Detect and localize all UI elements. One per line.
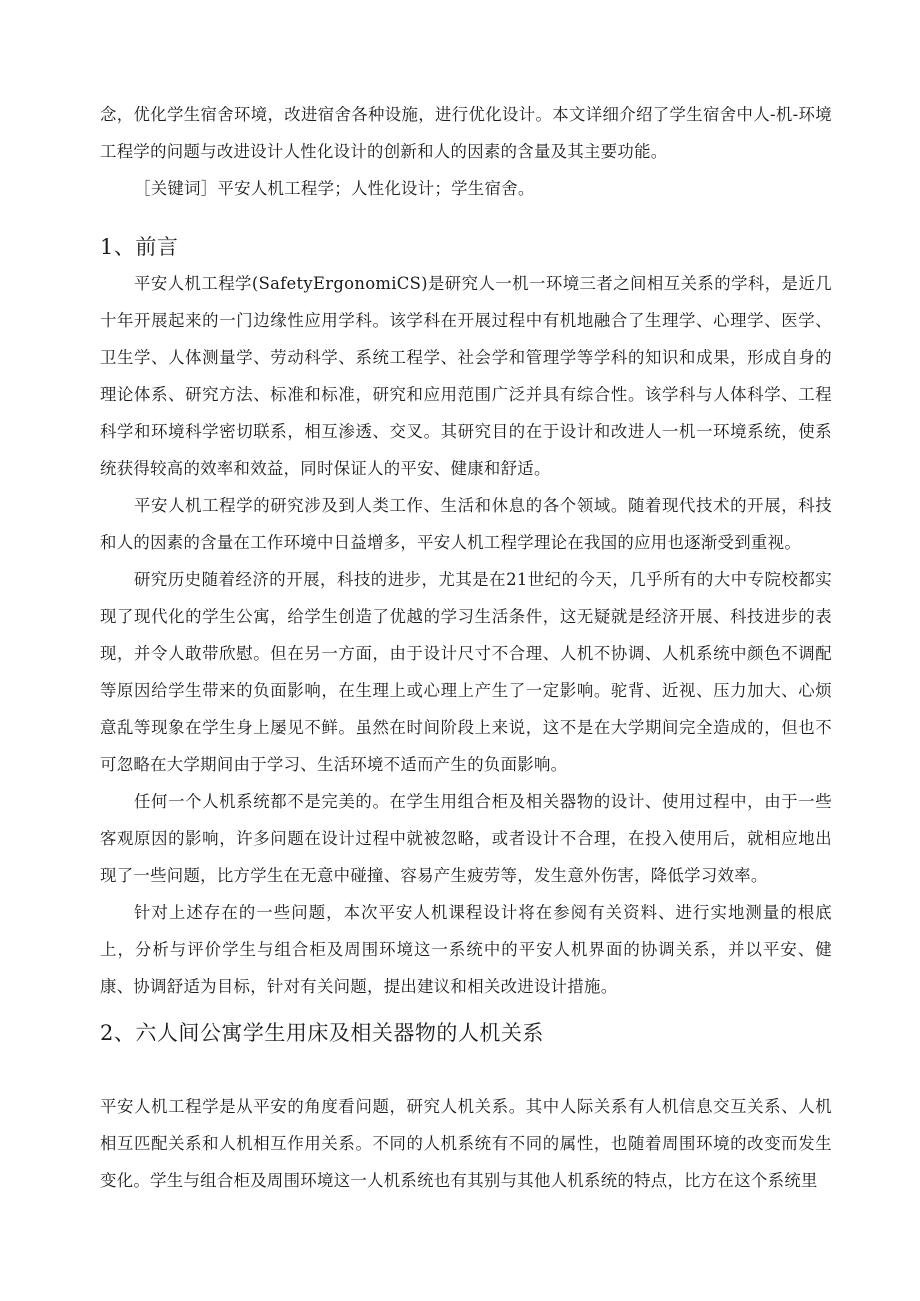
section-1-paragraph-3: 研究历史随着经济的开展，科技的进步，尤其是在21世纪的今天，几乎所有的大中专院校都实现了现代化的学生公寓，给学生创造了优越的学习生活条件，这无疑就是经济开展、科技进步的表现，并令人敢带欣慰。但在另一方面，由于设计尺寸不合理、人机不协调、人机系统中颜色不调配等原因给学生带来的负面影响，在生理上或心理上产生了一定影响。驼背、近视、压力加大、心烦意乱等现象在学生身上屡见不鲜。虽然在时间阶段上来说，这不是在大学期间完全造成的，但也不可忽略在大学期间由于学习、生活环境不适而产生的负面影响。 [100,570,832,774]
section-1-paragraph-4: 任何一个人机系统都不是完美的。在学生用组合柜及相关器物的设计、使用过程中，由于一些客观原因的影响，许多问题在设计过程中就被忽略，或者设计不合理，在投入使用后，就相应地出现了一些问题，比方学生在无意中碰撞、容易产生疲劳等，发生意外伤害，降低学习效率。 [100,792,832,885]
section-2-paragraph-1: 平安人机工程学是从平安的角度看问题，研究人机关系。其中人际关系有人机信息交互关系、人机相互匹配关系和人机相互作用关系。不同的人机系统有不同的属性，也随着周围环境的改变而发生变化。学生与组合柜及周围环境这一人机系统也有其别与其他人机系统的特点，比方在这个系统里 [100,1097,832,1190]
section-1-paragraph-2: 平安人机工程学的研究涉及到人类工作、生活和休息的各个领域。随着现代技术的开展，科技和人的因素的含量在工作环境中日益增多，平安人机工程学理论在我国的应用也逐渐受到重视。 [100,496,832,552]
section-1-paragraph-5: 针对上述存在的一些问题，本次平安人机课程设计将在参阅有关资料、进行实地测量的根底上，分析与评价学生与组合柜及周围环境这一系统中的平安人机界面的协调关系，并以平安、健康、协调舒适为目标，针对有关问题，提出建议和相关改进设计措施。 [100,903,832,996]
section-1-paragraph-1: 平安人机工程学(SafetyErgonomiCS)是研究人一机一环境三者之间相互关系的学科，是近几十年开展起来的一门边缘性应用学科。该学科在开展过程中有机地融合了生理学、心理学、医学、卫生学、人体测量学、劳动科学、系统工程学、社会学和管理学等学科的知识和成果，形成自身的理论体系、研究方法、标准和标准，研究和应用范围广泛并具有综合性。该学科与人体科学、工程科学和环境科学密切联系，相互渗透、交叉。其研究目的在于设计和改进人一机一环境系统，使系统获得较高的效率和效益，同时保证人的平安、健康和舒适。 [100,274,832,478]
section-1-heading: 1、前言 [100,235,179,259]
intro-continuation-paragraph: 念，优化学生宿舍环境，改进宿舍各种设施，进行优化设计。本文详细介绍了学生宿舍中人-机-环境工程学的问题与改进设计人性化设计的创新和人的因素的含量及其主要功能。 [100,105,832,161]
keywords-line: ［关键词］平安人机工程学；人性化设计；学生宿舍。 [134,179,535,198]
section-2-heading: 2、六人间公寓学生用床及相关器物的人机关系 [100,1021,544,1045]
